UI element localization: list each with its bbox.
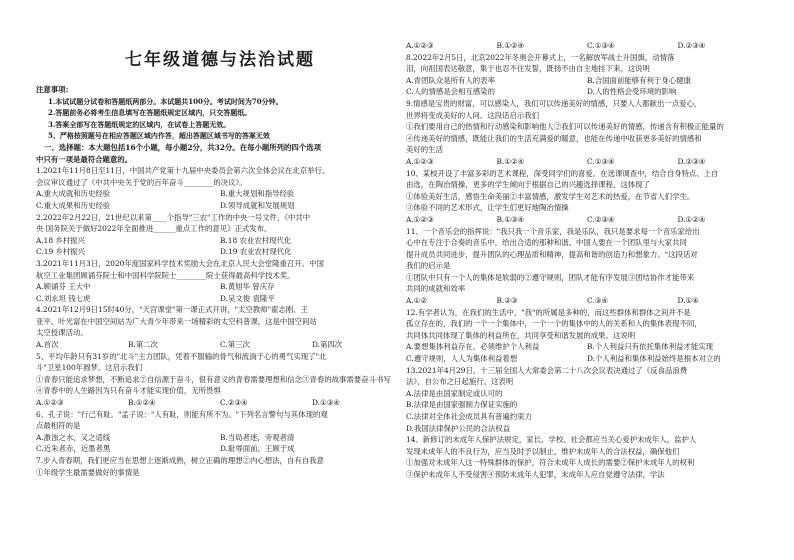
answer-option: B.重大规划和指导经验 bbox=[220, 189, 295, 199]
answer-option: D.领导成就和发展规划 bbox=[220, 200, 295, 210]
question-text: D.我国法律保护公民的合法权益 bbox=[406, 423, 511, 433]
notice-item: 1.本试试题分试卷和答题纸两部分。本试题共100分。考试时间为70分钟。 bbox=[48, 96, 283, 106]
answer-options-row bbox=[36, 246, 404, 258]
answer-options-row bbox=[406, 214, 768, 226]
answer-options-row bbox=[36, 188, 404, 200]
question-text: ③体验不同的艺术形式，让学生们更好地陶冶情操 bbox=[406, 203, 569, 213]
question-text: 由选，在陶冶情操，更多的学生倾向于根据自己的兴趣选择课程，这体现了 bbox=[406, 180, 650, 190]
question-text: 11、一个音乐会的指挥说："我只我一个音乐家，我是乐队，我只是要求每一个音乐家给出 bbox=[406, 226, 700, 236]
answer-option: C.①③④ bbox=[587, 41, 615, 50]
notice-item: 3.答案全部写在答题纸规定的区域内，在试卷上答题无效。 bbox=[48, 119, 231, 129]
answer-options-row bbox=[36, 235, 404, 247]
question-text: A.法律是由国家制定或认可的 bbox=[406, 388, 503, 398]
question-text: 会议审议通过了《中共中央关于党的百年奋斗________的决议》。 bbox=[36, 177, 247, 187]
question-text: 心中在专注于合奏的音乐中，给出合适的那种和谐。中国人要在一个团队里与大家共同 bbox=[406, 238, 687, 248]
answer-option: D.人的性格会受环境的影响 bbox=[587, 87, 677, 97]
answer-option: B.第二次 bbox=[128, 340, 158, 350]
answer-options-row bbox=[36, 281, 404, 293]
answer-option: B.合国面前能够有利于身心健康 bbox=[587, 75, 691, 85]
answer-options-row bbox=[406, 40, 768, 52]
question-text: ①体验美好生活，感悟生命美丽②丰富情感，激发学生对艺术的热爱，在节省人们学生。 bbox=[406, 191, 695, 201]
answer-option: D.19 农业农村现代化 bbox=[220, 247, 292, 257]
question-text: 航空工业集团顾诵芬院士和中国科学院院士________院士获得最高科学技术奖。 bbox=[36, 270, 295, 280]
answer-option: D.第四次 bbox=[312, 340, 343, 350]
answer-option: A.①②③ bbox=[36, 398, 64, 408]
question-text: 斗"卫星100年圆梦。这启示我们 bbox=[36, 363, 143, 373]
question-text: 泪，向祖国表达敬意，集于也忍不住发誓，既扬不由自主地挂下来。这说明 bbox=[406, 64, 650, 74]
answer-option: D.①④ bbox=[677, 296, 699, 306]
answer-option: A.①②③ bbox=[406, 41, 434, 50]
question-text: 3.2021年11月3日，2020年度国家科学技术奖励大会在北京人民大会堂隆重召开。中国 bbox=[36, 258, 324, 268]
section-heading-cont: 中只有一项是最符合题意的。 bbox=[36, 154, 133, 164]
answer-option: A.激浊之水，又之适线 bbox=[36, 432, 111, 442]
answer-option: B.①②④ bbox=[128, 398, 156, 408]
answer-options-row bbox=[406, 295, 768, 307]
question-text: 4.2021年12月9日15时40分，"天宫课堂"第一课正式开讲，"太空教师"翟志刚、王 bbox=[36, 305, 308, 315]
answer-option: B.黄旭华 曾庆存 bbox=[220, 282, 275, 292]
answer-option: A.①②③ bbox=[406, 214, 434, 224]
question-text: 10、某校开设了丰富多彩的艺术课程，深受同学们的喜爱。在选课调查中，结合自身特点、上自 bbox=[406, 168, 719, 178]
answer-option: A.顾诵芬 王大中 bbox=[36, 282, 91, 292]
question-text: 我们的启示是 bbox=[406, 261, 451, 271]
question-text: ④传递美好的情感，既能让我们的生活充满爱的暖意，也能在传递中收获更多美好的情感和 bbox=[406, 133, 702, 143]
answer-option: D.①③④ bbox=[312, 398, 340, 408]
question-text: 孤立存在的，我们的一个一个集体中，一个一个的集体中的人的关系和人的集体表现不同， bbox=[406, 319, 702, 329]
answer-option: D.个人利益和集体利益始终是根本对立的 bbox=[587, 354, 721, 364]
left-questions bbox=[36, 165, 404, 478]
answer-option: B.18 农业农村现代化 bbox=[220, 235, 292, 245]
question-text: 7.步入青春期，我们更应当在思想上逐渐成熟，树立正确的理想②内心想法，自有自我意 bbox=[36, 456, 324, 465]
answer-option: B.当局者迷，旁观者清 bbox=[220, 432, 295, 442]
question-text: ①年级学生最需要做好的事情是 bbox=[36, 467, 140, 477]
left-column bbox=[36, 38, 404, 478]
question-text: 共同的成就和效率 bbox=[406, 284, 466, 294]
question-text: 亚平、叶光富在中国空间站为广大青少年带来一场精彩的太空科普课，这是中国空间站 bbox=[36, 316, 317, 326]
question-text: ①青春只能追求梦想，不断追求②自信源于奋斗，很有意义的青春需要理想和信念③青春的故事需要奋斗书写 bbox=[36, 374, 391, 384]
question-text: 2.2022年2月22日，21世纪以来第____个指导"三农"工作的中央一号文件，《中共中 bbox=[36, 212, 311, 222]
answer-options-row bbox=[36, 432, 404, 444]
question-text: 6、孔子说："行己有耻。"孟子说："人有耻，则能有所不为。"下列名言警句与其体现的观 bbox=[36, 409, 328, 419]
answer-option: C.③④ bbox=[587, 296, 608, 306]
answer-options-row bbox=[406, 156, 768, 168]
section-heading: 一、选择题：本大题包括16个小题，每小题2分，共32分。在每小题所列的四个选项 bbox=[44, 142, 321, 152]
answer-option: A.①②③ bbox=[406, 156, 434, 166]
question-text: 5、平均年龄只有31岁的"北斗"主力团队，凭着不服输的骨气和流淌于心的勇气实现了"北 bbox=[36, 351, 327, 361]
right-column bbox=[406, 40, 768, 481]
answer-options-row bbox=[406, 341, 768, 353]
answer-option: C.遵守规则，人人为集体利益着想 bbox=[406, 354, 518, 364]
answer-options-row bbox=[36, 443, 404, 455]
question-text: ④青春中的人生路因为只有奋斗才能实现价值，无所畏惧 bbox=[36, 386, 221, 396]
answer-options-row bbox=[36, 397, 404, 409]
answer-options-row bbox=[36, 293, 404, 305]
question-text: B.法律是由国家强制力保证实施的 bbox=[406, 400, 518, 410]
answer-option: B.①③④ bbox=[496, 214, 525, 224]
question-text: 发现未成年人的不良行为，应当及时予以制止，维护未成年人的合法权益，确保他们 bbox=[406, 446, 680, 456]
answer-option: C.19 乡村振兴 bbox=[36, 247, 86, 257]
question-text: 8.2022年2月5日，北京2022年冬奥会开幕式上，一名解放军战士升国旗，动情落 bbox=[406, 52, 675, 62]
question-text: 太空授课活动。 bbox=[36, 328, 88, 338]
answer-option: C.②③④ bbox=[587, 214, 615, 224]
answer-option: A.重大成就和历史经验 bbox=[36, 189, 111, 199]
answer-options-row bbox=[406, 75, 768, 87]
question-text: 美好的生活 bbox=[406, 145, 443, 155]
answer-option: C.重大成果和历史经验 bbox=[36, 200, 111, 210]
answer-option: D.②③④ bbox=[677, 156, 706, 166]
answer-option: B.①②④ bbox=[496, 41, 525, 50]
notice-item: 5、严格按照题号在相应答题区域内作答，超出答题区域书写的答案无效 bbox=[48, 131, 270, 141]
notice-item: 2.答题前务必将考生信息填写在答题纸规定区域内，只交答题纸。 bbox=[48, 108, 252, 118]
question-text: 12.有学者认为，在我们的生活中，"我"的所属是多种的，而这些群体和群体之间并不是 bbox=[406, 307, 691, 317]
answer-option: C.①③④ bbox=[587, 156, 615, 166]
answer-option: A.18 乡村振兴 bbox=[36, 235, 86, 245]
answer-options-row bbox=[406, 353, 768, 365]
notice-heading: 注意事项: bbox=[36, 85, 69, 94]
answer-option: A.首次 bbox=[36, 340, 59, 350]
question-text: 点最相符的是 bbox=[36, 421, 81, 431]
answer-option: A.①② bbox=[406, 296, 427, 306]
answer-option: C.刘永坦 钱七虎 bbox=[36, 293, 91, 303]
answer-option: C.近朱者赤，近墨者黑 bbox=[36, 444, 111, 454]
question-text: 世界将变成美好的人间。这段话启示我们 bbox=[406, 110, 540, 120]
answer-option: A.青团队众是所有人的表率 bbox=[406, 75, 495, 85]
answer-option: D.吴文俊 袁隆平 bbox=[220, 293, 275, 303]
answer-options-row bbox=[36, 200, 404, 212]
answer-options-row bbox=[406, 86, 768, 98]
question-text: 央 国务院关于做好2022年全面推进______重点工作的意见》正式发布。 bbox=[36, 224, 272, 234]
answer-option: B.②③ bbox=[496, 296, 518, 306]
question-text: 13.2021年4月29日，十三届全国人大常委会第二十八次会议表决通过了《反食品浪费 bbox=[406, 365, 688, 375]
page-title: 七年级道德与法治试题 bbox=[125, 50, 315, 70]
question-text: 法》，自公布之日起施行。这表明 bbox=[406, 377, 514, 387]
question-text: ①加强对未成年人这一特殊群体的保护，符合未成年人成长的需要②保护未成年人的权利 bbox=[406, 458, 695, 468]
question-text: 9.情感是宝贵的财富，可以感染人，我们可以传递美好的情感，只要人人都献出一点爱心， bbox=[406, 98, 702, 108]
answer-options-row bbox=[36, 339, 404, 351]
right-questions bbox=[406, 40, 768, 481]
answer-option: B.①②④ bbox=[496, 156, 525, 166]
answer-option: D.②③④ bbox=[677, 41, 706, 50]
question-text: ③保护未成年人不受侵害④预防未成年人犯罪，未成年人应自觉遵守法律，学法 bbox=[406, 469, 665, 479]
question-text: ①我们要用自己的热情和行动感染和影响他人②我们可以传递美好的情感，传递含有积极正能量的 bbox=[406, 122, 724, 132]
answer-option: A.要想集体利益存在，必须维护个人利益 bbox=[406, 342, 540, 352]
question-text: 提升成员共同进步，提升团队的心理品质和精神，提高和谐的创造力和想象力。"这段话对 bbox=[406, 249, 698, 259]
answer-option: C.人的情感是会相互感染的 bbox=[406, 87, 496, 97]
answer-option: D.耻辱面前，王顾于成 bbox=[220, 444, 295, 454]
question-text: 14、新修订的未成年人保护法规定，家长、学校、社会都应当关心爱护未成年人，监护人 bbox=[406, 435, 697, 445]
answer-option: D.①②④ bbox=[677, 214, 706, 224]
answer-option: B.个人利益只有依托集体利益才能实现 bbox=[587, 342, 714, 352]
answer-option: C.第三次 bbox=[220, 340, 250, 350]
question-text: 1.2021年11月8日至11日，中国共产党第十九届中央委员会第六次全体会议在北京举行。 bbox=[36, 166, 330, 176]
question-text: ①团队中只有一个人的集体是软弱的②遵守规则，团队才能有序发展③团结协作才能带来 bbox=[406, 272, 695, 282]
question-text: C.法律对全体社会成员具有普遍约束力 bbox=[406, 412, 532, 421]
question-text: 共同体共同体现了集体的利益所在，共同享受和谐发展的成果。这说明 bbox=[406, 330, 636, 340]
answer-option: C.②③④ bbox=[220, 398, 248, 408]
